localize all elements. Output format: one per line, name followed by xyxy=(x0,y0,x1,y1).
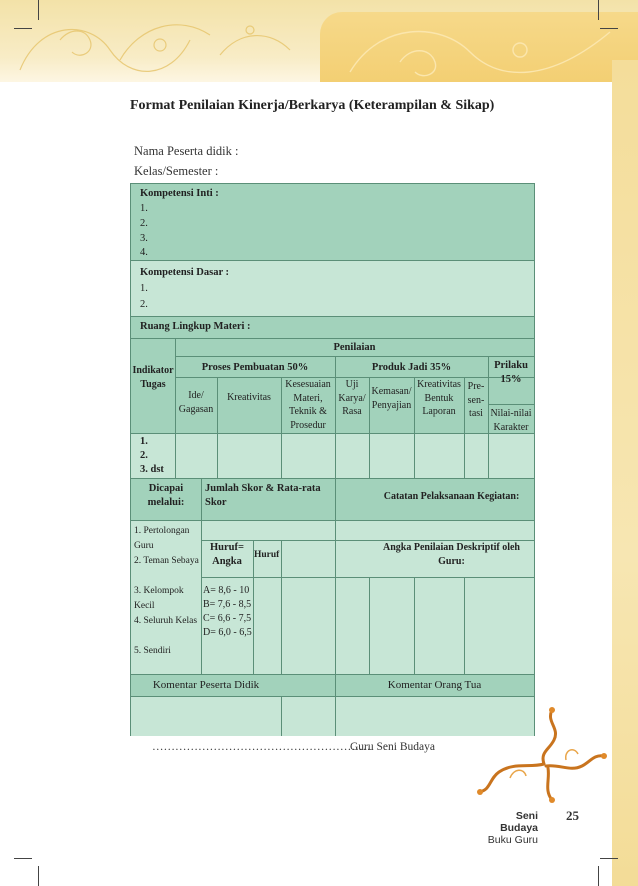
produk-jadi-label: Produk Jadi 35% xyxy=(371,362,452,373)
page-number: 25 xyxy=(566,808,579,823)
kompetensi-inti-item: 4. xyxy=(140,247,148,258)
ruang-lingkup-label: Ruang Lingkup Materi : xyxy=(140,321,251,332)
penilaian-rows xyxy=(131,433,534,478)
guru-label: Guru Seni Budaya xyxy=(350,741,435,753)
divider xyxy=(201,577,534,578)
catatan-pelaksanaan-label: Catatan Pelaksanaan Kegiatan: xyxy=(383,491,520,502)
divider xyxy=(281,696,282,736)
scale-item: A= 8,6 - 10 xyxy=(203,585,250,596)
jumlah-skor-label: Jumlah Skor & Rata-rata Skor xyxy=(205,483,321,509)
kompetensi-dasar-item: 1. xyxy=(140,283,148,294)
angka-penilaian-label: Angka Penilaian Deskriptif oleh Guru: xyxy=(383,542,520,567)
huruf-label: Huruf xyxy=(254,550,280,560)
crop-mark xyxy=(600,858,618,859)
proses-pembuatan-label: Proses Pembuatan 50% xyxy=(201,362,309,373)
crop-mark xyxy=(14,858,32,859)
divider xyxy=(488,404,534,405)
signature-line: ………………………………………………… xyxy=(152,741,371,753)
divider xyxy=(464,377,465,478)
crop-mark xyxy=(600,28,618,29)
nilai-karakter-label: Nilai-nilai Karakter xyxy=(490,408,532,433)
crop-mark xyxy=(598,0,599,20)
method-item: 4. Seluruh Kelas xyxy=(134,616,198,626)
scale-item: D= 6,0 - 6,5 xyxy=(203,627,252,638)
method-item: 2. Teman Sebaya xyxy=(134,556,199,566)
divider xyxy=(131,316,534,317)
prilaku-label: Prilaku 15% xyxy=(494,360,528,386)
divider xyxy=(201,478,202,674)
divider xyxy=(175,356,534,357)
kreativitas-label: Kreativitas xyxy=(227,392,271,403)
crop-mark xyxy=(14,28,32,29)
divider xyxy=(131,433,534,434)
penilaian-header-label: Penilaian xyxy=(333,342,376,353)
crop-mark xyxy=(38,866,39,886)
ide-gagasan-label: Ide/ Gagasan xyxy=(178,390,214,415)
presentasi-label: Pre- sen- tasi xyxy=(467,381,485,419)
divider xyxy=(131,478,534,479)
kelas-semester-label: Kelas/Semester : xyxy=(134,164,219,178)
divider xyxy=(131,696,534,697)
divider xyxy=(369,577,370,674)
divider xyxy=(335,478,336,736)
kesesuaian-label: Kesesuaian Materi, Teknik & Prosedur xyxy=(285,379,331,431)
divider xyxy=(281,540,282,674)
kreativitas-bentuk-label: Kreativitas Bentuk Laporan xyxy=(417,379,461,417)
komentar-orang-tua-label: Komentar Orang Tua xyxy=(387,679,482,691)
huruf-angka-label: Huruf= Angka xyxy=(210,542,244,568)
scale-item: C= 6,6 - 7,5 xyxy=(203,613,252,624)
scale-item: B= 7,6 - 8,5 xyxy=(203,599,252,610)
divider xyxy=(131,338,534,339)
gold-swirl-icon xyxy=(330,12,630,82)
divider xyxy=(131,260,534,261)
indikator-tugas-label: Indikator Tugas xyxy=(132,365,174,390)
indikator-row: 1. xyxy=(140,436,148,447)
corner-ornament-icon xyxy=(470,700,610,810)
uji-karya-label: Uji Karya/ Rasa xyxy=(338,379,366,417)
method-item: 5. Sendiri xyxy=(134,646,171,656)
kompetensi-dasar-item: 2. xyxy=(140,299,148,310)
kompetensi-inti-label: Kompetensi Inti : xyxy=(140,188,219,199)
page-title: Format Penilaian Kinerja/Berkarya (Keterampilan & Sikap) xyxy=(130,98,495,113)
method-item: 1. Pertolongan Guru xyxy=(134,526,190,551)
divider xyxy=(131,520,534,521)
kompetensi-inti-item: 1. xyxy=(140,203,148,214)
crop-mark xyxy=(38,0,39,20)
kompetensi-inti-item: 2. xyxy=(140,218,148,229)
divider xyxy=(131,674,534,675)
kemasan-label: Kemasan/ Penyajian xyxy=(371,386,412,411)
brand-line1: Seni Budaya xyxy=(500,810,538,834)
method-item: 3. Kelompok Kecil xyxy=(134,586,184,611)
brand-label xyxy=(478,810,538,846)
dicapai-label: Dicapai melalui: xyxy=(147,483,185,509)
brand-line2: Buku Guru xyxy=(487,834,538,846)
crop-mark xyxy=(598,866,599,886)
divider xyxy=(414,577,415,674)
kompetensi-dasar-label: Kompetensi Dasar : xyxy=(140,267,230,278)
indikator-row: 3. dst xyxy=(140,464,164,475)
divider xyxy=(464,577,465,674)
right-margin-band xyxy=(612,60,638,886)
assessment-form xyxy=(130,183,535,736)
kompetensi-inti-item: 3. xyxy=(140,233,148,244)
nama-peserta-label: Nama Peserta didik : xyxy=(134,144,239,158)
komentar-peserta-label: Komentar Peserta Didik xyxy=(152,679,260,691)
indikator-row: 2. xyxy=(140,450,148,461)
